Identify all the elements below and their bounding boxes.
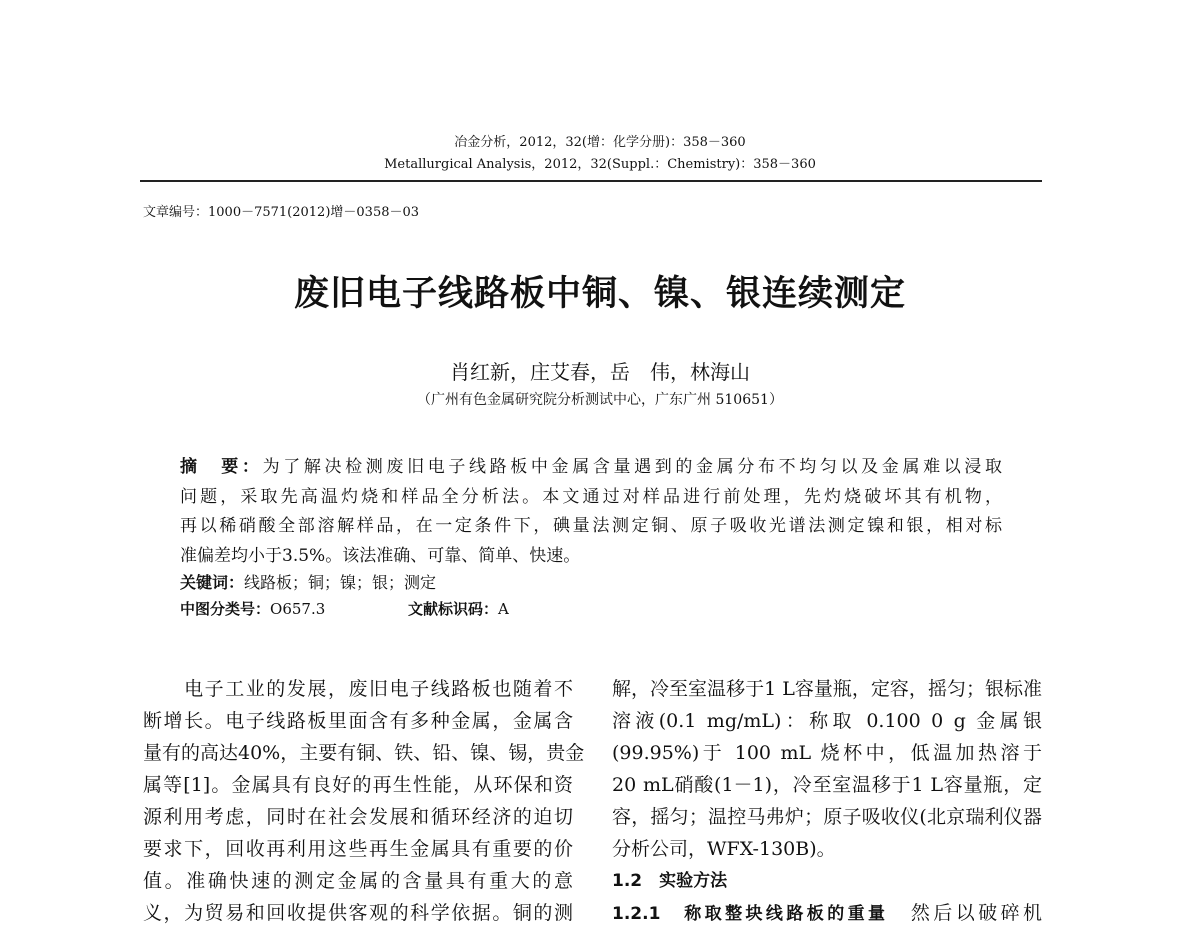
header-rule [140, 180, 1042, 182]
body-line: 溶液(0.1 mg/mL)：称取 0.100 0 g 金属银 [612, 710, 1042, 732]
article-number: 文章编号：1000－7571(2012)增－0358－03 [143, 205, 420, 220]
abstract-label: 摘 要： [180, 457, 263, 477]
body-line: 属等[1]。金属具有良好的再生性能，从环保和资 [143, 774, 573, 796]
authors: 肖红新，庄艾春，岳 伟，林海山 [450, 360, 750, 384]
keywords: 关键词：线路板；铜；镍；银；测定 [180, 573, 437, 592]
abstract-line: 准偏差均小于3.5%。该法准确、可靠、简单、快速。 [180, 546, 581, 566]
body-line: 源利用考虑，同时在社会发展和循环经济的迫切 [143, 806, 573, 828]
body-line: 量有的高达40%，主要有铜、铁、铅、镍、锡，贵金 [143, 742, 585, 764]
paper-title: 废旧电子线路板中铜、镍、银连续测定 [293, 274, 906, 314]
body-line: 断增长。电子线路板里面含有多种金属，金属含 [143, 710, 573, 732]
body-line: 义，为贸易和回收提供客观的科学依据。铜的测 [143, 902, 573, 924]
subsection-line: 1.2.1 称取整块线路板的重量 然后以破碎机 [612, 902, 1042, 924]
abstract-line: 再以稀硝酸全部溶解样品，在一定条件下，碘量法测定铜、原子吸收光谱法测定镍和银，相对标 [180, 516, 1002, 536]
abstract-line: 问题，采取先高温灼烧和样品全分析法。本文通过对样品进行前处理，先灼烧破坏其有机物， [180, 487, 1002, 507]
body-line: 解，冷至室温移于1 L容量瓶，定容，摇匀；银标准 [612, 678, 1042, 700]
body-line: 20 mL硝酸(1－1)，冷至室温移于1 L容量瓶，定 [612, 774, 1042, 796]
journal-citation-en: Metallurgical Analysis，2012，32(Suppl.：Chemistry)：358－360 [384, 157, 816, 172]
body-line: 值。准确快速的测定金属的含量具有重大的意 [143, 870, 573, 892]
affiliation: （广州有色金属研究院分析测试中心，广东广州 510651） [417, 392, 783, 408]
body-line: 容，摇匀；温控马弗炉；原子吸收仪(北京瑞利仪器 [612, 806, 1042, 828]
journal-citation-cn: 冶金分析，2012，32(增：化学分册)：358－360 [454, 135, 746, 150]
body-line: (99.95%)于 100 mL 烧杯中，低温加热溶于 [612, 742, 1042, 764]
body-line: 分析公司，WFX-130B)。 [612, 838, 836, 860]
body-line: 要求下，回收再利用这些再生金属具有重要的价 [143, 838, 573, 860]
classification-code: 中图分类号：O657.3 [180, 600, 326, 618]
body-line: 电子工业的发展，废旧电子线路板也随着不 [143, 678, 573, 700]
abstract-line: 摘 要：为了解决检测废旧电子线路板中金属含量遇到的金属分布不均匀以及金属难以浸取 [180, 457, 1003, 477]
section-heading: 1.2 实验方法 [612, 871, 728, 891]
document-code: 文献标识码：A [408, 600, 509, 618]
